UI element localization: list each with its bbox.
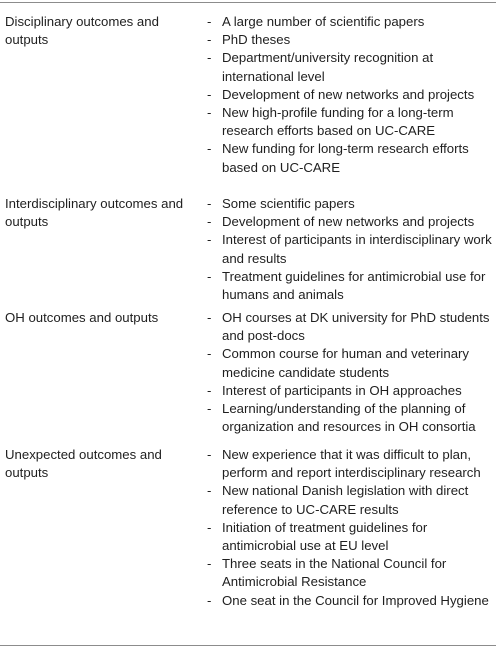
list-item: - Common course for human and veterinary medicine candidate students <box>207 346 470 380</box>
list-item: - New high-profile funding for a long-term research efforts based on UC-CARE <box>207 105 454 139</box>
bullet-dash: - <box>207 50 212 66</box>
bullet-dash: - <box>207 14 212 29</box>
row-outcome-list <box>207 309 493 436</box>
table-top-rule <box>0 2 496 3</box>
list-item: - New funding for long-term research efforts based on UC-CARE <box>207 141 469 175</box>
bullet-dash: - <box>207 483 212 499</box>
table-bottom-rule <box>0 645 496 646</box>
bullet-dash: - <box>207 32 212 48</box>
bullet-dash: - <box>207 519 212 535</box>
list-item: - Learning/understanding of the planning of organization and resources in OH consortia <box>207 401 476 435</box>
list-item: - Some scientific papers <box>207 195 493 213</box>
row-category-label: Disciplinary outcomes and outputs <box>5 14 159 48</box>
bullet-dash: - <box>207 141 212 157</box>
list-item: - Initiation of treatment guidelines for antimicrobial use at EU level <box>207 519 428 554</box>
list-item: - Interest of participants in interdisciplinary work and results <box>207 232 492 266</box>
list-item: - Interest of participants in OH approaches <box>207 382 493 400</box>
list-item: - New experience that it was difficult to plan, perform and report interdisciplinary research <box>207 447 481 481</box>
list-item: - PhD theses <box>207 31 493 49</box>
row-category-label: Interdisciplinary outcomes and outputs <box>5 196 184 230</box>
list-item: - Development of new networks and projects <box>207 213 493 231</box>
bullet-dash: - <box>207 401 212 417</box>
list-item: - New national Danish legislation with direct reference to UC-CARE results <box>207 483 469 517</box>
bullet-dash: - <box>207 447 212 462</box>
bullet-dash: - <box>207 346 212 362</box>
list-item: - Treatment guidelines for antimicrobial use for humans and animals <box>207 268 486 303</box>
bullet-dash: - <box>207 310 212 325</box>
bullet-dash: - <box>207 268 212 284</box>
list-item: - Development of new networks and projects <box>207 86 493 104</box>
list-item: - One seat in the Council for Improved Hygiene <box>207 592 493 610</box>
row-outcome-list <box>207 195 493 304</box>
bullet-dash: - <box>207 232 212 248</box>
row-outcome-list <box>207 13 493 177</box>
list-item: - Department/university recognition at international level <box>207 50 434 84</box>
bullet-dash: - <box>207 556 212 572</box>
list-item: - Three seats in the National Council for Antimicrobial Resistance <box>207 556 447 590</box>
bullet-dash: - <box>207 86 212 102</box>
row-category-label: Unexpected outcomes and outputs <box>5 447 162 481</box>
bullet-dash: - <box>207 592 212 608</box>
bullet-dash: - <box>207 105 212 121</box>
list-item: - A large number of scientific papers <box>207 13 493 31</box>
bullet-dash: - <box>207 196 212 211</box>
list-item: - OH courses at DK university for PhD students and post-docs <box>207 310 490 344</box>
bullet-dash: - <box>207 214 212 230</box>
row-category-label: OH outcomes and outputs <box>5 310 159 325</box>
row-outcome-list <box>207 446 493 610</box>
bullet-dash: - <box>207 382 212 398</box>
